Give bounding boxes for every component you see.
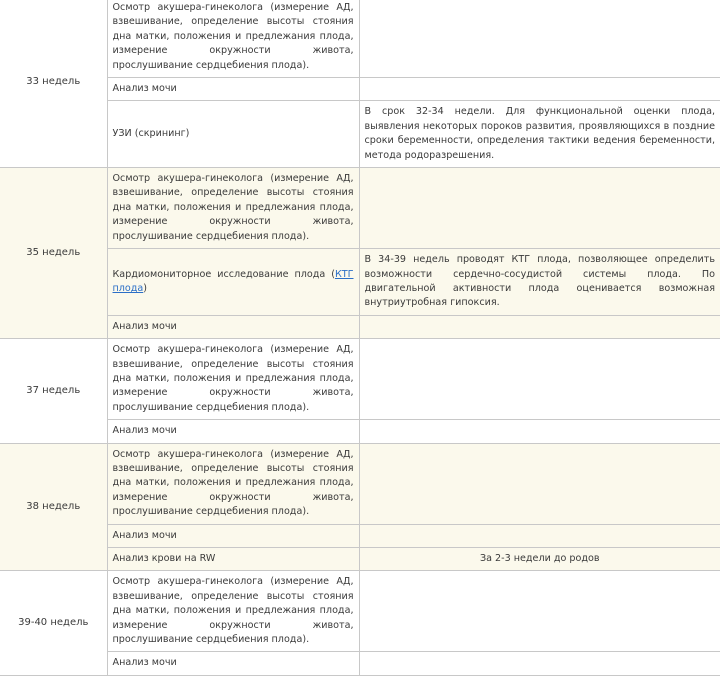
table-row <box>0 315 720 338</box>
procedure-text: ) <box>143 282 148 294</box>
procedure-cell <box>107 249 359 316</box>
procedure-cell: Осмотр акушера-гинеколога (измерение АД, взвешивание, определение высоты стояния дна матки, положения и предлежания плода, измерение окружности живота, прослушивание сердцебиения плода). <box>107 443 359 524</box>
table-row <box>0 420 720 443</box>
note-cell <box>359 339 720 420</box>
week-cell: 37 недель <box>0 339 107 443</box>
note-cell <box>359 315 720 338</box>
note-cell <box>359 443 720 524</box>
procedure-cell: Анализ мочи <box>107 524 359 547</box>
table-row <box>0 339 720 420</box>
procedure-cell: Анализ мочи <box>107 420 359 443</box>
note-cell <box>359 168 720 249</box>
note-cell <box>359 0 720 78</box>
table-row <box>0 443 720 524</box>
week-cell: 39-40 недель <box>0 571 107 675</box>
week-cell: 38 недель <box>0 443 107 571</box>
note-cell: За 2-3 недели до родов <box>359 548 720 571</box>
procedure-cell: Осмотр акушера-гинеколога (измерение АД, взвешивание, определение высоты стояния дна матки, положения и предлежания плода, измерение окружности живота, прослушивание сердцебиения плода). <box>107 168 359 249</box>
table-row <box>0 249 720 316</box>
note-cell: В срок 32-34 недели. Для функциональной оценки плода, выявления некоторых пороков развития, проявляющихся в поздние сроки беременности, определения тактики ведения беременности, метода родоразрешения. <box>359 101 720 168</box>
table-row <box>0 0 720 78</box>
table-row <box>0 524 720 547</box>
table-row <box>0 571 720 652</box>
table-row <box>0 168 720 249</box>
table-row <box>0 101 720 168</box>
table-row <box>0 652 720 675</box>
procedure-cell: Осмотр акушера-гинеколога (измерение АД, взвешивание, определение высоты стояния дна матки, положения и предлежания плода, измерение окружности живота, прослушивание сердцебиения плода). <box>107 339 359 420</box>
procedure-cell: Анализ мочи <box>107 652 359 675</box>
procedure-cell: Анализ крови на RW <box>107 548 359 571</box>
week-cell: 33 недель <box>0 0 107 168</box>
procedure-text: Кардиомониторное исследование плода ( <box>112 268 335 280</box>
note-cell <box>359 420 720 443</box>
procedure-cell: Анализ мочи <box>107 78 359 101</box>
note-cell <box>359 524 720 547</box>
note-cell <box>359 78 720 101</box>
procedure-cell: УЗИ (скрининг) <box>107 101 359 168</box>
note-cell <box>359 571 720 652</box>
table-row <box>0 548 720 571</box>
procedure-cell: Анализ мочи <box>107 315 359 338</box>
week-cell: 35 недель <box>0 168 107 339</box>
procedure-cell: Осмотр акушера-гинеколога (измерение АД, взвешивание, определение высоты стояния дна матки, положения и предлежания плода, измерение окружности живота, прослушивание сердцебиения плода). <box>107 0 359 78</box>
note-cell <box>359 652 720 675</box>
ktg-link[interactable]: КТГ плода <box>112 268 354 294</box>
table-row <box>0 78 720 101</box>
note-cell: В 34-39 недель проводят КТГ плода, позволяющее определить возможности сердечно-сосудистой системы плода. По двигательной активности плода оценивается возможная внутриутробная гипоксия. <box>359 249 720 316</box>
procedure-cell: Осмотр акушера-гинеколога (измерение АД, взвешивание, определение высоты стояния дна матки, положения и предлежания плода, измерение окружности живота, прослушивание сердцебиения плода). <box>107 571 359 652</box>
